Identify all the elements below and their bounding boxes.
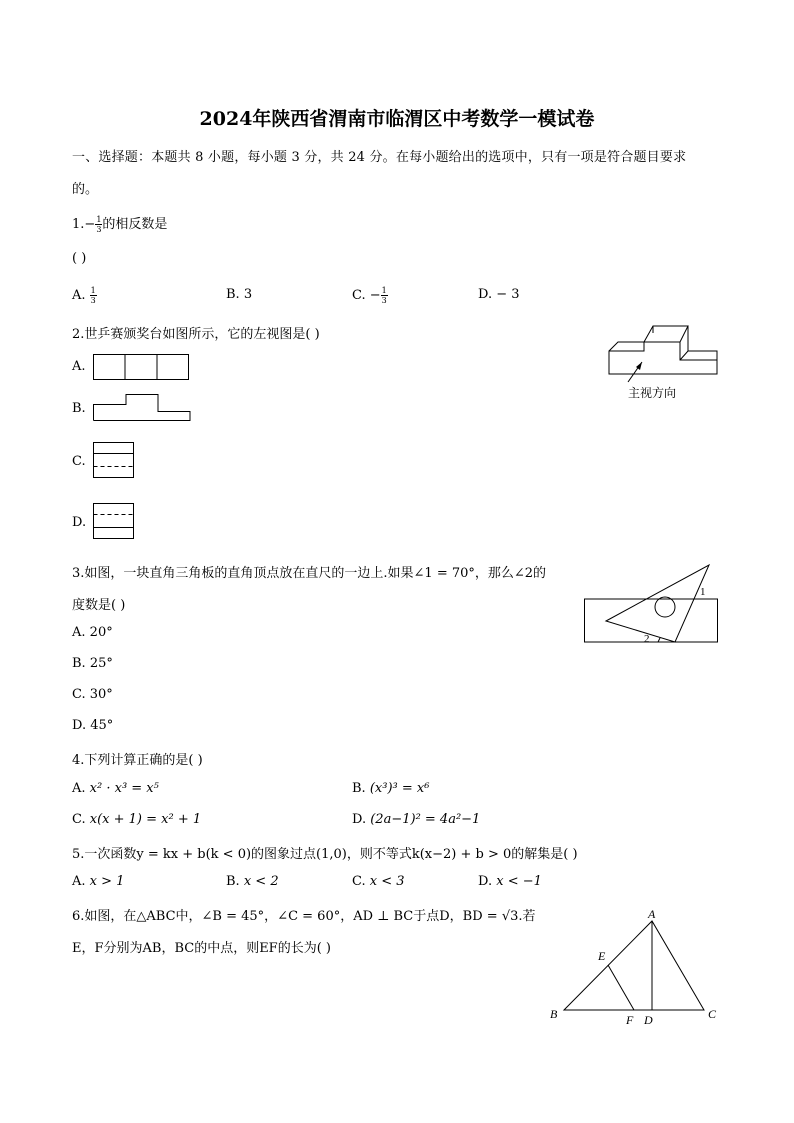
triangle-abc <box>564 921 704 1010</box>
q3-option-d[interactable]: D. 45° <box>72 718 114 733</box>
point-b-label: B <box>550 1007 558 1021</box>
q2-option-d-figure <box>93 503 136 541</box>
q2-option-a-label[interactable]: A. <box>72 359 86 374</box>
page-title: 2024年陕西省渭南市临渭区中考数学一模试卷 <box>199 108 595 130</box>
question-1-number: 1. <box>72 217 85 232</box>
q5-option-a[interactable]: A. x > 1 <box>72 874 125 889</box>
q2-option-c-figure <box>93 442 136 480</box>
point-d-label: D <box>644 1013 653 1027</box>
question-3-stem-line2: 度数是( ) <box>72 598 126 613</box>
q2-option-b-label[interactable]: B. <box>72 401 86 416</box>
section-header-line1: 一、选择题：本题共 8 小题，每小题 3 分，共 24 分。在每小题给出的选项中，只有一项是符合题目要求 <box>72 150 687 165</box>
ruler-triangle-figure <box>584 563 724 647</box>
q2-option-c-label[interactable]: C. <box>72 454 86 469</box>
question-1-stem <box>72 213 167 234</box>
q4-option-d[interactable]: D. (2a−1)² = 4a²−1 <box>352 812 481 827</box>
q1-option-a[interactable]: A. $\frac{1}{3}$ <box>72 286 96 305</box>
q2-option-a-figure <box>93 354 191 381</box>
point-c-label: C <box>708 1007 717 1021</box>
angle-2-label: 2 <box>644 633 650 645</box>
q5-option-b[interactable]: B. x < 2 <box>226 874 279 889</box>
point-f-label: F <box>626 1013 634 1027</box>
q1-option-d[interactable]: D. − 3 <box>478 287 520 302</box>
q2-option-d-label[interactable]: D. <box>72 515 87 530</box>
angle-1-label: 1 <box>700 586 706 598</box>
ruler <box>585 599 718 642</box>
fraction: $\frac{1}{3}$ <box>96 215 102 234</box>
q3-option-a[interactable]: A. 20° <box>72 625 113 640</box>
point-e-label: E <box>598 949 606 963</box>
q4-option-b[interactable]: B. (x³)³ = x⁶ <box>352 781 430 796</box>
q4-option-a[interactable]: A. x² · x³ = x⁵ <box>72 781 159 796</box>
q2-option-b-figure <box>93 393 193 423</box>
figure-caption: 主视方向 <box>628 386 677 400</box>
q4-option-c[interactable]: C. x(x + 1) = x² + 1 <box>72 812 202 827</box>
q3-option-c[interactable]: C. 30° <box>72 687 113 702</box>
question-4-stem: 4.下列计算正确的是( ) <box>72 753 203 768</box>
section-header-line2: 的。 <box>72 182 99 197</box>
triangle <box>606 565 709 642</box>
question-2-stem: 2.世乒赛颁奖台如图所示，它的左视图是( ) <box>72 327 320 342</box>
question-5-stem: 5.一次函数y = kx + b(k < 0)的图象过点(1,0)，则不等式k(x−2) + b > 0的解集是( ) <box>72 847 578 862</box>
question-1-stem-text: 的相反数是 <box>102 217 168 232</box>
q5-option-d[interactable]: D. x < −1 <box>478 874 542 889</box>
triangle-abc-figure <box>546 905 726 1030</box>
q1-option-c[interactable]: C. − $\frac{1}{3}$ <box>352 286 387 305</box>
question-6-stem-line1: 6.如图，在△ABC中，∠B = 45°，∠C = 60°，AD ⊥ BC于点D，BD = √3.若 <box>72 909 536 924</box>
minus-sign: − <box>84 217 96 232</box>
question-3-stem-line1: 3.如图，一块直角三角板的直角顶点放在直尺的一边上.如果∠1 = 70°，那么∠2的 <box>72 566 547 581</box>
q5-option-c[interactable]: C. x < 3 <box>352 874 405 889</box>
question-1-blank: ( ) <box>72 251 87 266</box>
question-6-stem-line2: E，F分别为AB，BC的中点，则EF的长为( ) <box>72 941 331 956</box>
q1-option-b[interactable]: B. 3 <box>226 287 253 302</box>
q3-option-b[interactable]: B. 25° <box>72 656 113 671</box>
point-a-label: A <box>648 907 656 921</box>
segment-ef <box>608 965 634 1010</box>
